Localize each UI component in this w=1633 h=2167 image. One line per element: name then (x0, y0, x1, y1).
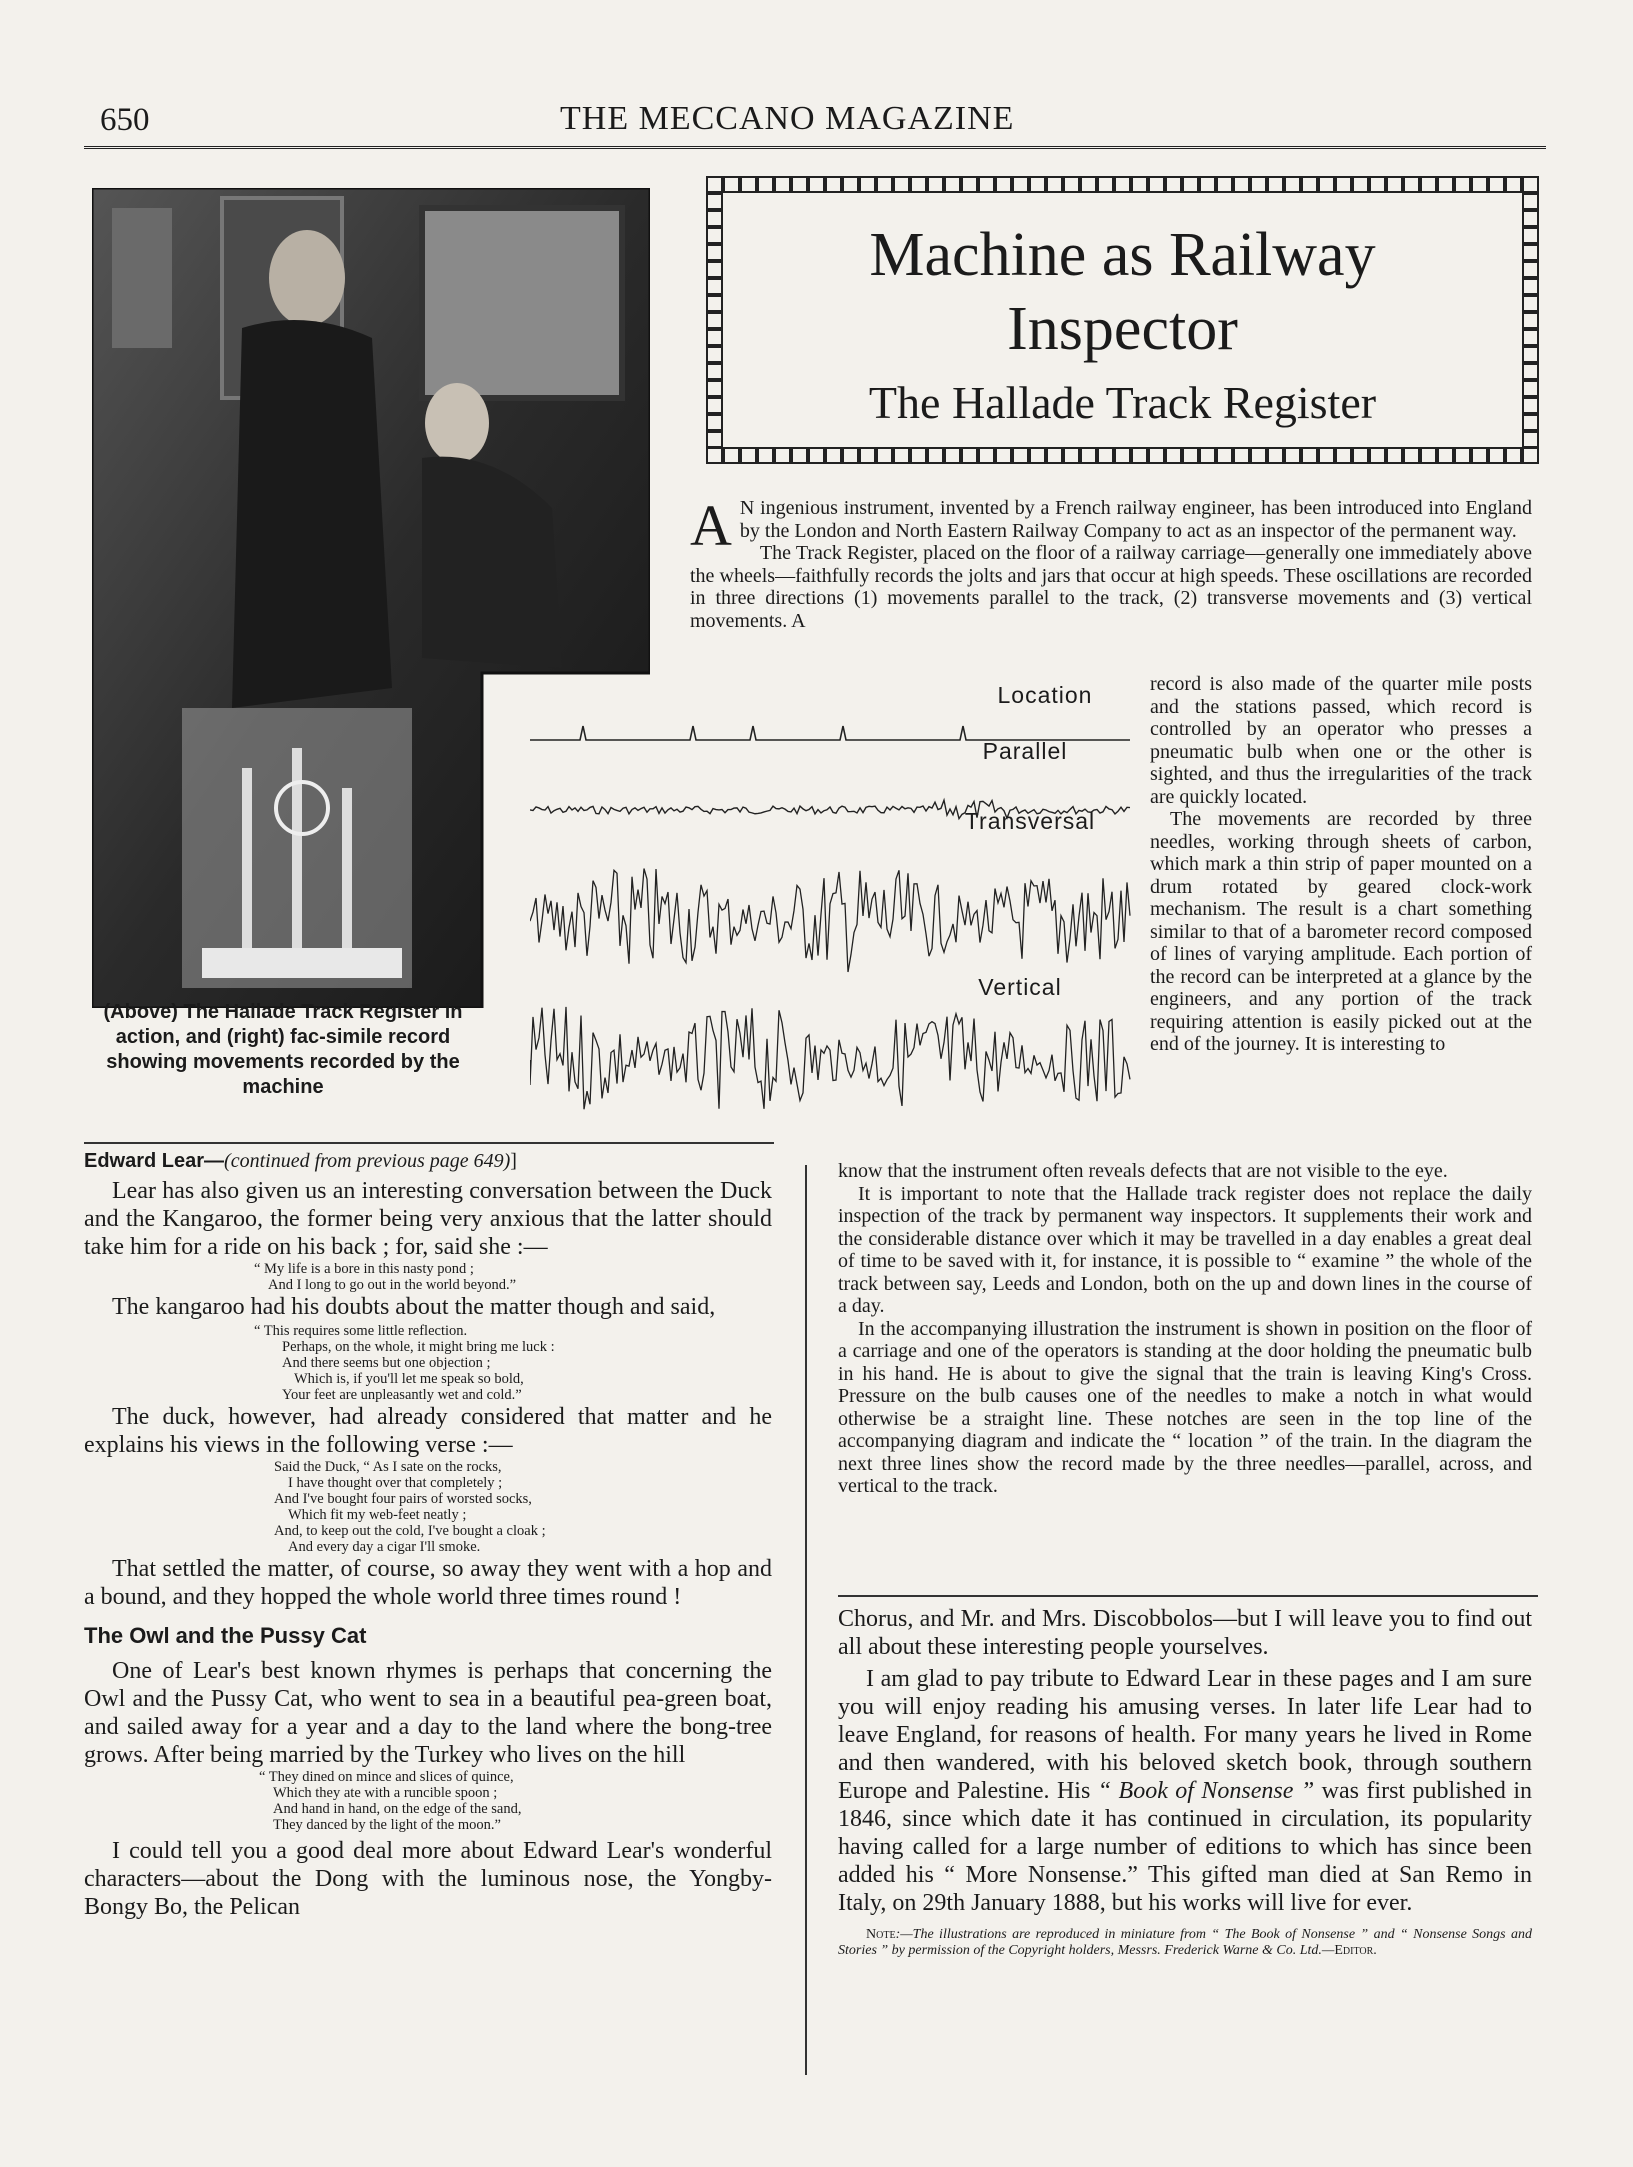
parallel-trace (530, 800, 1130, 818)
verse-line: “ This requires some little reflection. (254, 1323, 468, 1339)
lear-text-segment: I am glad to pay tribute to Edward Lear in these pages and I am sure you will enjoy reading his amusing verses. In later life Lear had to leave England, for reasons of health. For many years he lived in Rome and then wandered, with his beloved sketch book, through southern Europe and Palestine. His (838, 1666, 1532, 1804)
verse-line: Perhaps, on the whole, it might bring me luck : (282, 1339, 555, 1355)
article-title-line1: Machine as Railway (869, 221, 1376, 289)
chart-label-location: Location (997, 682, 1093, 708)
lear-heading (84, 1150, 772, 1173)
lear-text-segment: was first published in 1846, since which date it has continued in circulation, its popularity having called for a large number of editions to which has since been added his “ More Nonsense.” This gifted man died at San Remo in Italy, on 29th January 1888, but his works will live for ever. (838, 1778, 1532, 1916)
article-side-column (1150, 673, 1532, 1056)
article-title-line2: Inspector (1007, 295, 1238, 363)
article-continuation (838, 1160, 1532, 1498)
note-text: :—The illustrations are reproduced in miniature from “ The Book of Nonsense ” and “ Nonsense Songs and Stories ” by permission of the Copyright holders, Messrs. Frederick Warne & Co. Ltd.— (838, 1927, 1532, 1958)
verse-line: They danced by the light of the moon.” (273, 1817, 501, 1833)
section-divider-left (84, 1142, 774, 1144)
verse-duck-1 (254, 1261, 772, 1293)
lear-left-column (84, 1150, 772, 1921)
editor-note (838, 1927, 1532, 1959)
figure-caption: (Above) The Hallade Track Register in action, and (right) fac-simile record showing movements recorded by the machine (103, 1001, 463, 1098)
side-paragraph-2: The movements are recorded by three needles, working through sheets of carbon, which mark a thin strip of paper mounted on a drum rotated by geared clock-work mechanism. The result is a chart something similar to that of a barometer record composed of lines of varying amplitude. Each portion of the record can be interpreted at a glance by the engineers, and any portion of the track requiring attention is easily picked out at the end of the journey. It is interesting to (1150, 808, 1532, 1055)
lear-paragraph-6: I could tell you a good deal more about Edward Lear's wonderful characters—about the Dong with the luminous nose, the Yongby-Bongy Bo, the Pelican (84, 1838, 772, 1920)
lear-right-paragraph-2 (838, 1665, 1532, 1917)
chart-label-parallel: Parallel (982, 738, 1068, 764)
chart-label-transversal: Transversal (964, 808, 1096, 834)
page-number: 650 (100, 102, 150, 138)
location-trace (530, 726, 1130, 740)
verse-line: Which fit my web-feet neatly ; (288, 1507, 467, 1523)
verse-line: “ My life is a bore in this nasty pond ; (254, 1261, 474, 1277)
verse-line: And I long to go out in the world beyond.” (268, 1277, 517, 1293)
vertical-trace (530, 1007, 1130, 1109)
lear-heading-continued: (continued from previous page 649) (224, 1150, 511, 1172)
lear-heading-name: Edward Lear— (84, 1150, 225, 1172)
drop-cap: A (690, 493, 732, 558)
intro-paragraph-2: The Track Register, placed on the floor of a railway carriage—generally one immediately above the wheels—faithfully records the jolts and jars that occur at high speeds. These oscillations are recorded in three directions (1) movements parallel to the track, (2) transverse movements and (3) vertical movements. A (690, 542, 1532, 632)
lear-right-paragraph-1: Chorus, and Mr. and Mrs. Discobbolos—but I will leave you to find out all about these interesting people yourselves. (838, 1606, 1532, 1660)
note-editor: Editor. (1334, 1943, 1377, 1958)
verse-line: And there seems but one objection ; (282, 1355, 491, 1371)
lear-paragraph-5: One of Lear's best known rhymes is perhaps that concerning the Owl and the Pussy Cat, who went to sea in a beautiful pea-green boat, and sailed away for a year and a day to the land where the bong-tree grows. After being married by the Turkey who lives on the hill (84, 1658, 772, 1768)
verse-owl (259, 1769, 772, 1833)
verse-line: And every day a cigar I'll smoke. (288, 1539, 481, 1555)
lear-paragraph-1: Lear has also given us an interesting conversation between the Duck and the Kangaroo, the former being very anxious that the latter should take him for a ride on his back ; for, said she :— (84, 1178, 772, 1260)
track-record-diagram (530, 710, 1140, 1130)
verse-line: Your feet are unpleasantly wet and cold.” (282, 1387, 522, 1403)
article-subtitle: The Hallade Track Register (868, 377, 1377, 428)
verse-line: Which is, if you'll let me speak so bold, (294, 1371, 524, 1387)
book-title: “ Book of Nonsense ” (1097, 1778, 1315, 1804)
lear-paragraph-4: That settled the matter, of course, so away they went with a hop and a bound, and they hopped the whole world three times round ! (84, 1556, 772, 1610)
lear-paragraph-2: The kangaroo had his doubts about the matter though and said, (112, 1294, 716, 1320)
verse-duck-2 (274, 1459, 772, 1555)
side-paragraph-1: record is also made of the quarter mile posts and the stations passed, which record is controlled by an operator who presses a pneumatic bulb when one or the other is sighted, and thus the irregularities of the track are quickly located. (1150, 673, 1532, 808)
verse-line: And I've bought four pairs of worsted socks, (274, 1491, 532, 1507)
column-divider (805, 1165, 807, 2075)
section-heading-owl: The Owl and the Pussy Cat (84, 1623, 367, 1648)
article-intro (690, 493, 1532, 632)
lear-heading-bracket: ] (510, 1150, 517, 1172)
verse-line: And, to keep out the cold, I've bought a cloak ; (274, 1523, 546, 1539)
magazine-title: THE MECCANO MAGAZINE (560, 100, 1015, 137)
verse-kangaroo (254, 1323, 772, 1403)
section-divider-right (838, 1595, 1538, 1597)
lear-right-column (838, 1605, 1532, 1959)
transversal-trace (530, 869, 1130, 972)
verse-line: Said the Duck, “ As I sate on the rocks, (274, 1459, 502, 1475)
chart-label-vertical: Vertical (978, 974, 1062, 1000)
cont-paragraph-3: In the accompanying illustration the instrument is shown in position on the floor of a carriage and one of the operators is standing at the door holding the pneumatic bulb in his hand. He is about to give the signal that the train is leaving King's Cross. Pressure on the bulb causes one of the needles to make a notch in what would otherwise be a straight line. These notches are seen in the top line of the accompanying diagram and indicate the “ location ” of the train. In the diagram the next three lines show the record made by the three needles—parallel, across, and vertical to the track. (838, 1317, 1532, 1497)
lear-paragraph-3: The duck, however, had already considered that matter and he explains his views in the following verse :— (84, 1404, 772, 1458)
verse-line: Which they ate with a runcible spoon ; (273, 1785, 498, 1801)
verse-line: “ They dined on mince and slices of quince, (259, 1769, 514, 1785)
verse-line: And hand in hand, on the edge of the sand, (273, 1801, 522, 1817)
verse-line: I have thought over that completely ; (288, 1475, 503, 1491)
cont-paragraph-2: It is important to note that the Hallade track register does not replace the daily inspection of the track by permanent way inspectors. It supplements their work and the considerable distance over which it may be travelled in a day enables a great deal of time to be saved with it, for instance, it is possible to “ examine ” the whole of the track between say, Leeds and London, both on the up and down lines in the course of a day. (838, 1182, 1532, 1317)
note-label: Note (866, 1927, 896, 1942)
cont-paragraph-1: know that the instrument often reveals defects that are not visible to the eye. (838, 1160, 1448, 1182)
intro-paragraph-1: N ingenious instrument, invented by a French railway engineer, has been introduced into England by the London and North Eastern Railway Company to act as an inspector of the permanent way. (739, 497, 1532, 542)
header-rule (84, 146, 1546, 149)
